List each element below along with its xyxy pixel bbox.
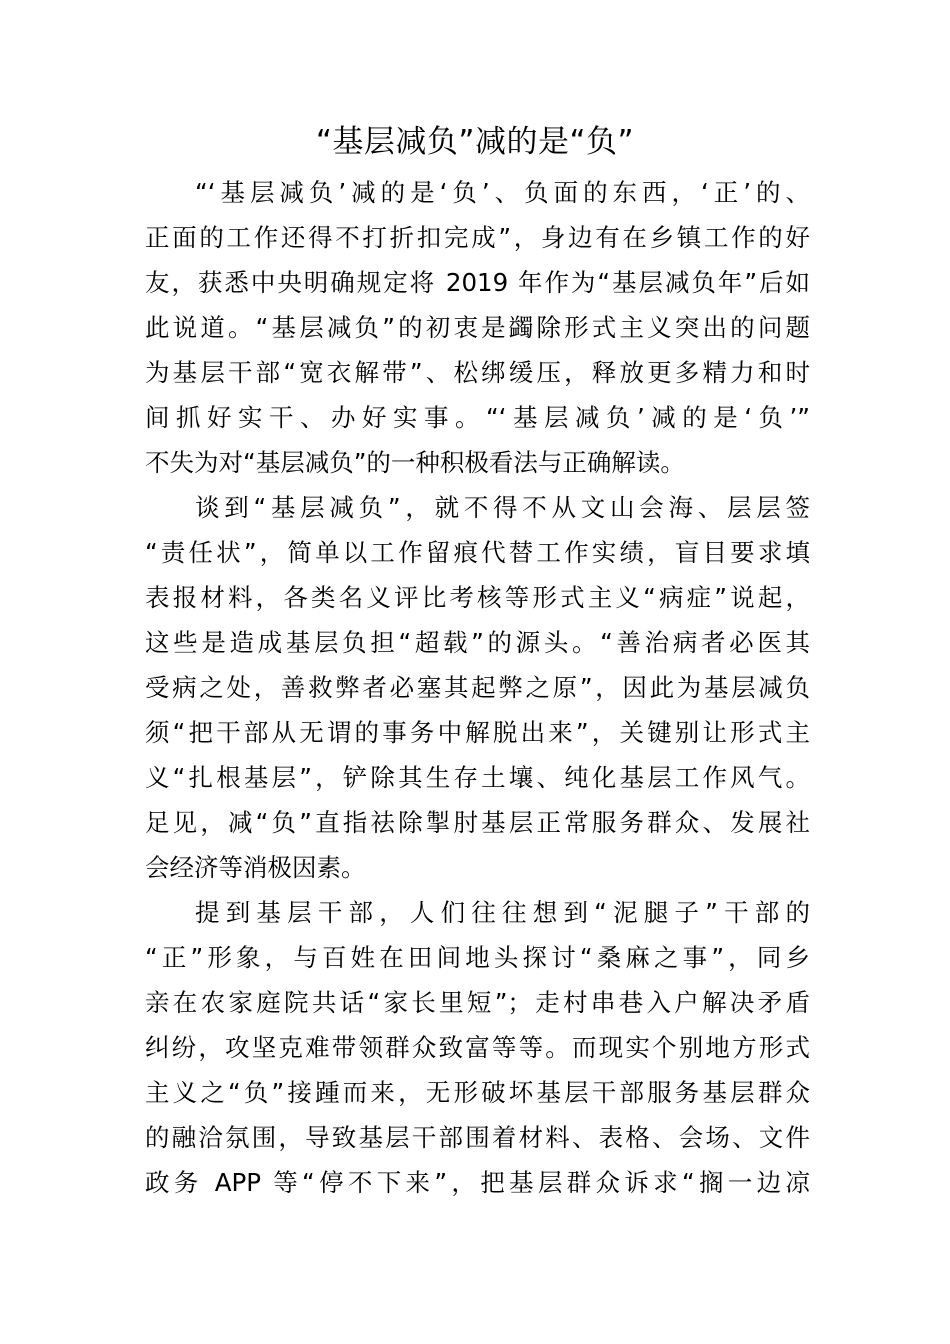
paragraph-1-line-2: 正面的工作还得不打折扣完成”，身边有在乡镇工作的好 (145, 223, 810, 252)
paragraph-1-line-3: 友，获悉中央明确规定将 2019 年作为“基层减负年”后如 (145, 268, 810, 297)
paragraph-2-line-8: 足见，减“负”直指祛除掣肘基层正常服务群众、发展社 (145, 808, 810, 837)
paragraph-3-line-4: 纠纷，攻坚克难带领群众致富等等。而现实个别地方形式 (145, 1033, 810, 1062)
paragraph-3-line-1: 提到基层干部，人们往往想到“泥腿子”干部的 (195, 898, 810, 927)
paragraph-1-line-4: 此说道。“基层减负”的初衷是蠲除形式主义突出的问题 (145, 313, 810, 342)
paragraph-1-line-6: 间抓好实干、办好实事。“‘基层减负’减的是‘负’” (145, 403, 810, 432)
paragraph-2-line-4: 这些是造成基层负担“超载”的源头。“善治病者必医其 (145, 628, 810, 657)
paragraph-1-line-1: “‘基层减负’减的是‘负’、负面的东西，‘正’的、 (195, 178, 810, 207)
paragraph-3-line-2: “正”形象，与百姓在田间地头探讨“桑麻之事”，同乡 (145, 943, 810, 972)
paragraph-1-line-5: 为基层干部“宽衣解带”、松绑缓压，释放更多精力和时 (145, 358, 810, 387)
paragraph-2-line-5: 受病之处，善救弊者必塞其起弊之原”，因此为基层减负 (145, 673, 810, 702)
paragraph-3-line-5: 主义之“负”接踵而来，无形破坏基层干部服务基层群众 (145, 1078, 810, 1107)
paragraph-2-line-2: “责任状”，简单以工作留痕代替工作实绩，盲目要求填 (145, 538, 810, 567)
paragraph-3-line-6: 的融洽氛围，导致基层干部围着材料、表格、会场、文件 (145, 1123, 810, 1152)
paragraph-2-line-9: 会经济等消极因素。 (145, 853, 366, 882)
paragraph-2-line-7: 义“扎根基层”，铲除其生存土壤、纯化基层工作风气。 (145, 763, 810, 792)
paragraph-1-line-7: 不失为对“基层减负”的一种积极看法与正确解读。 (145, 448, 685, 477)
paragraph-2-line-1: 谈到“基层减负”，就不得不从文山会海、层层签 (195, 493, 810, 522)
paragraph-2-line-6: 须“把干部从无谓的事务中解脱出来”，关键别让形式主 (145, 718, 810, 747)
paragraph-3-line-7: 政务 APP 等“停不下来”，把基层群众诉求“搁一边凉 (145, 1168, 810, 1197)
document-body (145, 170, 810, 1205)
document-title: “基层减负”减的是“负” (315, 124, 635, 160)
paragraph-2-line-3: 表报材料，各类名义评比考核等形式主义“病症”说起， (145, 583, 810, 612)
paragraph-3-line-3: 亲在农家庭院共话“家长里短”；走村串巷入户解决矛盾 (145, 988, 810, 1017)
